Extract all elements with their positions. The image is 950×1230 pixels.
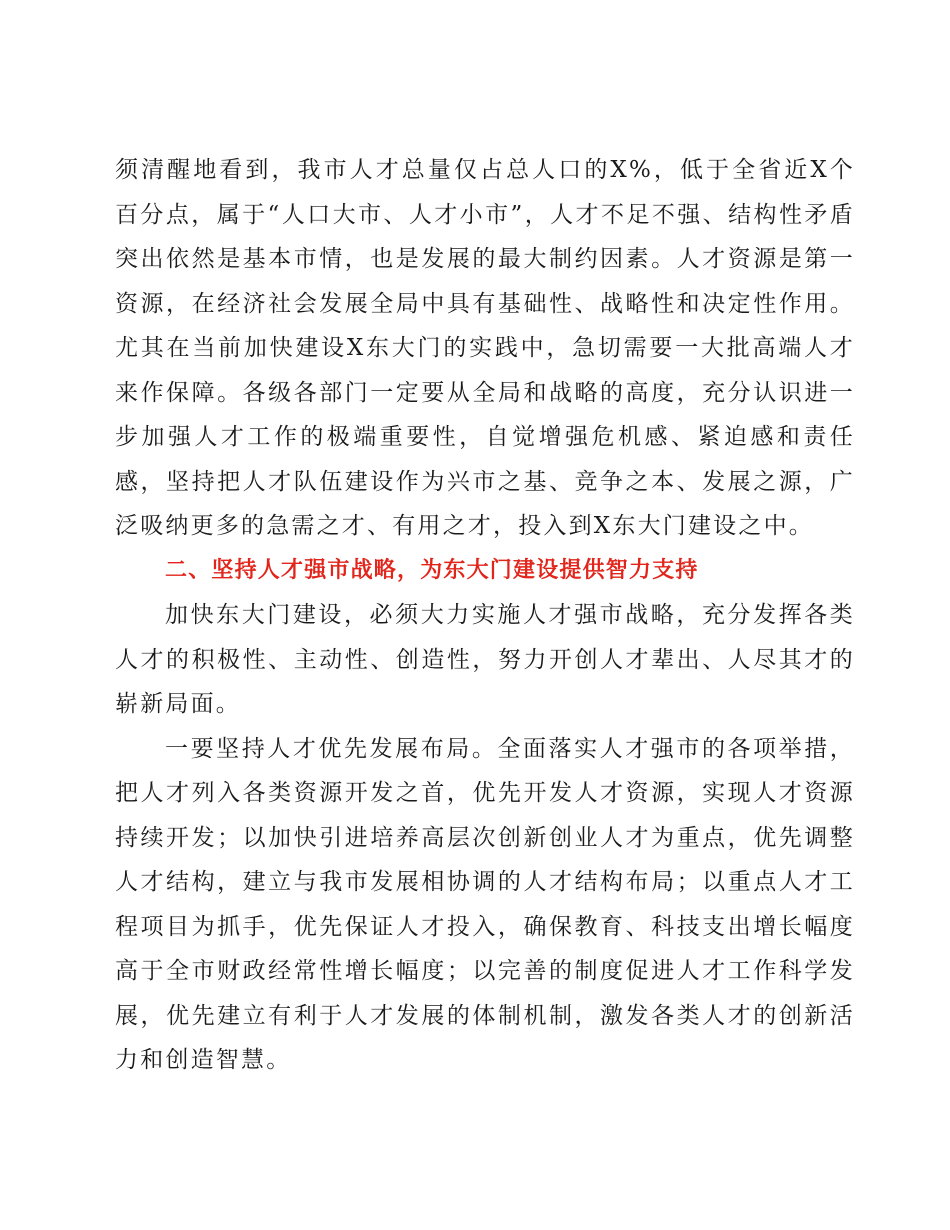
paragraph-continuation: 须清醒地看到，我市人才总量仅占总人口的X%，低于全省近X个百分点，属于“人口大市、人才小市”，人才不足不强、结构性矛盾突出依然是基本市情，也是发展的最大制约因素。人才资源是第一资源，在经济社会发展全局中具有基础性、战略性和决定性作用。尤其在当前加快建设X东大门的实践中，急切需要一大批高端人才来作保障。各级各部门一定要从全局和战略的高度，充分认识进一步加强人才工作的极端重要性，自觉增强危机感、紧迫感和责任感，坚持把人才队伍建设作为兴市之基、竞争之本、发展之源，广泛吸纳更多的急需之才、有用之才，投入到X东大门建设之中。: [115, 157, 855, 539]
paragraph-section-intro: 加快东大门建设，必须大力实施人才强市战略，充分发挥各类人才的积极性、主动性、创造性，努力开创人才辈出、人尽其才的崭新局面。: [115, 602, 855, 717]
paragraph-first-point: 一要坚持人才优先发展布局。全面落实人才强市的各项举措，把人才列入各类资源开发之首，优先开发人才资源，实现人才资源持续开发；以加快引进培养高层次创新创业人才为重点，优先调整人才结构，建立与我市发展相协调的人才结构布局；以重点人才工程项目为抓手，优先保证人才投入，确保教育、科技支出增长幅度高于全市财政经常性增长幅度；以完善的制度促进人才工作科学发展，优先建立有利于人才发展的体制机制，激发各类人才的创新活力和创造智慧。: [115, 735, 855, 1073]
document-body: [115, 148, 855, 1083]
section-heading: 二、坚持人才强市战略，为东大门建设提供智力支持: [165, 557, 699, 583]
